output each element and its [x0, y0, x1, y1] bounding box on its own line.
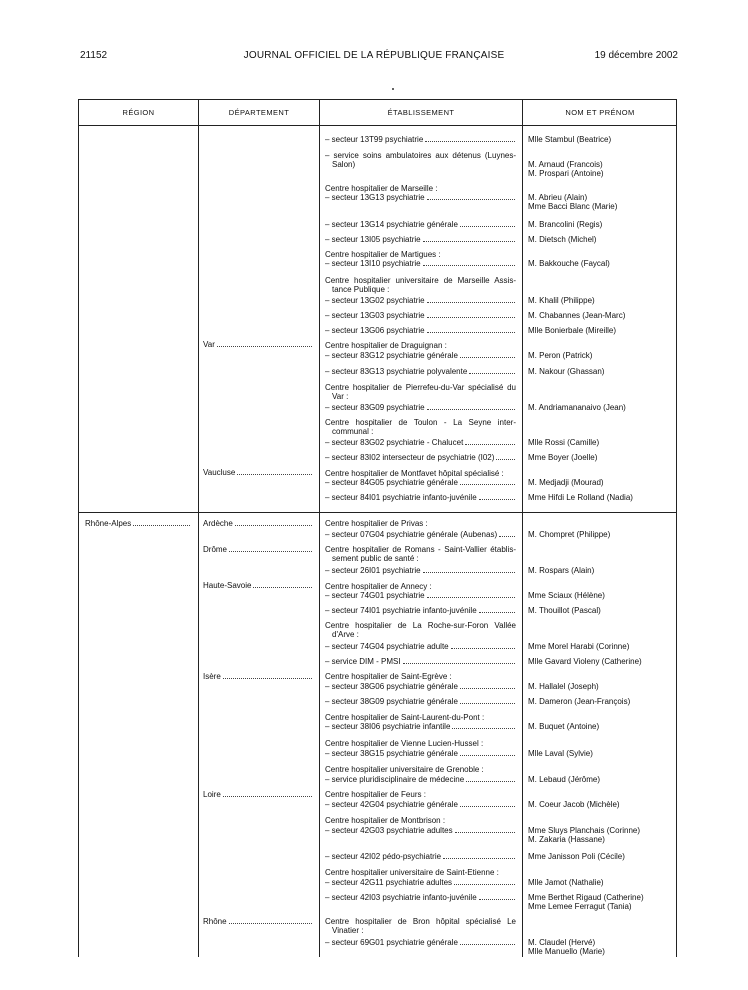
establishment-line: Salon) [332, 160, 356, 169]
establishment-line [325, 749, 516, 758]
person-name: Mme Janisson Poli (Cécile) [528, 852, 625, 861]
departement-name [203, 790, 313, 799]
establishment-line [325, 326, 516, 335]
person-name: M. Nakour (Ghassan) [528, 367, 605, 376]
dot-leader [235, 525, 312, 526]
dot-leader [460, 484, 515, 485]
dot-leader [217, 346, 312, 347]
column-divider [198, 100, 199, 957]
person-name: Mme Bacci Blanc (Marie) [528, 202, 618, 211]
establishment-line [325, 852, 516, 861]
establishment-line-text: – secteur 83I02 intersecteur de psychiatrie (I02) [325, 453, 495, 462]
dot-leader [427, 199, 515, 200]
publication-date: 19 décembre 2002 [594, 50, 678, 61]
person-name: Mme Hifdi Le Rolland (Nadia) [528, 493, 633, 502]
person-name: Mme Berthet Rigaud (Catherine) [528, 893, 644, 902]
person-name: Mlle Bonierbale (Mireille) [528, 326, 617, 335]
establishment-line-text: – secteur 38G09 psychiatrie générale [325, 697, 458, 706]
establishment-line-text: – service DIM - PMSI [325, 657, 401, 666]
establishment-line [325, 367, 516, 376]
establishment-line [325, 657, 516, 666]
establishment-line [325, 493, 516, 502]
establishment-line-text: – secteur 07G04 psychiatrie générale (Aubenas) [325, 530, 498, 539]
establishment-line-text: – secteur 69G01 psychiatrie générale [325, 938, 458, 947]
establishment-name: Centre hospitalier de Martigues : [325, 250, 441, 259]
establishment-line [325, 235, 516, 244]
person-name: M. Medjadji (Mourad) [528, 478, 604, 487]
person-name: M. Hallalel (Joseph) [528, 682, 599, 691]
dot-leader [423, 572, 515, 573]
establishment-line: Centre hospitalier de Romans - Saint-Vallier établis- [325, 545, 516, 554]
dot-leader [460, 703, 515, 704]
establishment-line-text: – secteur 83G09 psychiatrie [325, 403, 425, 412]
establishment-line-text: – secteur 13I10 psychiatrie [325, 259, 421, 268]
establishment-line-text: – secteur 13I05 psychiatrie [325, 235, 421, 244]
establishment-line [325, 259, 516, 268]
header-rule [79, 125, 676, 126]
establishment-line-text: – secteur 26I01 psychiatrie [325, 566, 421, 575]
person-name: M. Peron (Patrick) [528, 351, 593, 360]
establishment-name: Centre hospitalier de Marseille : [325, 184, 438, 193]
person-name: Mme Sciaux (Hélène) [528, 591, 605, 600]
establishment-line [325, 566, 516, 575]
establishment-line [325, 351, 516, 360]
column-header-departement: DÉPARTEMENT [228, 108, 290, 117]
dot-leader [454, 884, 515, 885]
establishment-name: Centre hospitalier de Montbrison : [325, 816, 446, 825]
establishment-line-text: – secteur 42G03 psychiatrie adultes [325, 826, 453, 835]
dot-leader [443, 858, 515, 859]
establishment-line-text: – secteur 84I01 psychiatrie infanto-juvénile [325, 493, 477, 502]
dot-leader [403, 663, 515, 664]
person-name: M. Thouillot (Pascal) [528, 606, 601, 615]
dot-leader [427, 597, 515, 598]
establishment-line-text: – secteur 13G03 psychiatrie [325, 311, 425, 320]
establishment-line-text: – secteur 38I06 psychiatrie infantile [325, 722, 451, 731]
establishment-line-text: – secteur 74G04 psychiatrie adulte [325, 642, 449, 651]
establishment-name: Centre hospitalier de Montfavet hôpital spécialisé : [325, 469, 504, 478]
establishment-line [325, 311, 516, 320]
establishment-name: Centre hospitalier de Draguignan : [325, 341, 447, 350]
establishment-line-text: – secteur 13T99 psychiatrie [325, 135, 424, 144]
region-name [85, 519, 191, 528]
dot-leader [466, 781, 515, 782]
departement-name [203, 340, 313, 349]
person-name: M. Andriamananaivo (Jean) [528, 403, 626, 412]
dot-leader [223, 796, 312, 797]
establishment-line [325, 530, 516, 539]
establishment-name: Centre hospitalier de Saint-Laurent-du-Pont : [325, 713, 485, 722]
establishment-line [325, 591, 516, 600]
establishment-line: Centre hospitalier de Pierrefeu-du-Var spécialisé du [325, 383, 516, 392]
establishment-line [325, 722, 516, 731]
departement-name [203, 545, 313, 554]
establishment-line [325, 193, 516, 202]
establishment-line: sement public de santé : [332, 554, 419, 563]
person-name: Mlle Manuello (Marie) [528, 947, 605, 956]
dot-leader [229, 551, 312, 552]
region-rule [79, 512, 676, 513]
departement-name [203, 581, 313, 590]
person-name: M. Bakkouche (Faycal) [528, 259, 610, 268]
person-name: Mlle Stambul (Beatrice) [528, 135, 612, 144]
person-name: Mlle Gavard Violeny (Catherine) [528, 657, 642, 666]
establishment-line: Centre hospitalier de La Roche-sur-Foron Vallée [325, 621, 516, 630]
establishment-line: Centre hospitalier de Toulon - La Seyne inter- [325, 418, 516, 427]
person-name: M. Lebaud (Jérôme) [528, 775, 601, 784]
dot-leader [460, 944, 515, 945]
establishment-line-text: – secteur 38G06 psychiatrie générale [325, 682, 458, 691]
departement-label: Var [203, 340, 215, 349]
person-name: M. Arnaud (Francois) [528, 160, 603, 169]
dot-leader [496, 459, 515, 460]
establishment-name: Centre hospitalier universitaire de Saint-Etienne : [325, 868, 499, 877]
establishment-line: Vinatier : [332, 926, 364, 935]
establishment-line [325, 682, 516, 691]
establishment-line: Centre hospitalier de Bron hôpital spécialisé Le [325, 917, 516, 926]
departement-label: Loire [203, 790, 221, 799]
establishment-line: Centre hospitalier universitaire de Marseille Assis- [325, 276, 516, 285]
dot-leader [133, 525, 190, 526]
person-name: M. Chabannes (Jean-Marc) [528, 311, 626, 320]
establishment-line [325, 606, 516, 615]
establishment-name: Centre hospitalier de Annecy : [325, 582, 432, 591]
establishment-line-text: – secteur 42G11 psychiatrie adultes [325, 878, 453, 887]
establishment-line [325, 478, 516, 487]
column-divider [522, 100, 523, 957]
dot-leader [425, 141, 515, 142]
establishment-name: Centre hospitalier de Privas : [325, 519, 428, 528]
column-header-nom: NOM ET PRÉNOM [565, 108, 635, 117]
dot-leader [427, 332, 515, 333]
departement-name [203, 672, 313, 681]
departement-name [203, 519, 313, 528]
dot-leader [423, 241, 515, 242]
dot-leader [237, 474, 312, 475]
establishment-line [325, 438, 516, 447]
region-label: Rhône-Alpes [85, 519, 132, 528]
person-name: Mlle Jamot (Nathalie) [528, 878, 604, 887]
person-name: M. Zakaria (Hassane) [528, 835, 605, 844]
person-name: M. Coeur Jacob (Michèle) [528, 800, 620, 809]
dot-leader [223, 678, 312, 679]
establishment-line [325, 403, 516, 412]
person-name: Mme Lemee Ferragut (Tania) [528, 902, 632, 911]
column-divider [319, 100, 320, 957]
establishment-line-text: – secteur 74G01 psychiatrie [325, 591, 425, 600]
dot-leader [455, 832, 515, 833]
establishment-line-text: – secteur 42I03 psychiatrie infanto-juvénile [325, 893, 477, 902]
dot-leader [465, 444, 515, 445]
establishment-line: Var : [332, 392, 349, 401]
departement-label: Vaucluse [203, 468, 236, 477]
establishment-name: Centre hospitalier universitaire de Grenoble : [325, 765, 484, 774]
establishment-line: tance Publique : [332, 285, 390, 294]
dot-leader [499, 536, 515, 537]
establishment-line: communal : [332, 427, 374, 436]
establishment-line-text: – secteur 13G13 psychiatrie [325, 193, 425, 202]
person-name: M. Prospari (Antoine) [528, 169, 604, 178]
person-name: Mme Sluys Planchais (Corinne) [528, 826, 641, 835]
dot-leader [427, 409, 515, 410]
establishment-name: Centre hospitalier de Saint-Egrève : [325, 672, 452, 681]
person-name: M. Chompret (Philippe) [528, 530, 611, 539]
establishment-line-text: – secteur 83G13 psychiatrie polyvalente [325, 367, 468, 376]
departement-label: Ardèche [203, 519, 233, 528]
establishment-line [325, 775, 516, 784]
establishment-name: Centre hospitalier de Vienne Lucien-Hussel : [325, 739, 484, 748]
dot-leader [460, 806, 515, 807]
dot-leader [460, 357, 515, 358]
dot-leader [460, 755, 515, 756]
person-name: M. Dameron (Jean-François) [528, 697, 631, 706]
departement-name [203, 468, 313, 477]
establishment-line: d'Arve : [332, 630, 359, 639]
establishment-line-text: – secteur 42G04 psychiatrie générale [325, 800, 458, 809]
dot-leader [253, 587, 312, 588]
establishment-line [325, 697, 516, 706]
establishment-line [325, 135, 516, 144]
departement-label: Haute-Savoie [203, 581, 252, 590]
dot-leader [229, 923, 312, 924]
person-name: M. Khalil (Philippe) [528, 296, 595, 305]
dot-leader [460, 226, 515, 227]
departement-label: Isère [203, 672, 221, 681]
establishment-line-text: – secteur 42I02 pédo-psychiatrie [325, 852, 442, 861]
establishment-line-text: – secteur 74I01 psychiatrie infanto-juvénile [325, 606, 477, 615]
person-name: M. Rospars (Alain) [528, 566, 595, 575]
departement-label: Drôme [203, 545, 228, 554]
dot-leader [469, 373, 515, 374]
establishment-line: – service soins ambulatoires aux détenus (Luynes- [325, 151, 516, 160]
establishment-line [325, 220, 516, 229]
dot-leader [427, 317, 515, 318]
establishment-line [325, 642, 516, 651]
establishment-line [325, 826, 516, 835]
establishment-line [325, 878, 516, 887]
dot-leader [451, 648, 515, 649]
page-number: 21152 [80, 50, 108, 61]
person-name: Mme Boyer (Joelle) [528, 453, 598, 462]
establishment-line [325, 800, 516, 809]
person-name: M. Claudel (Hervé) [528, 938, 596, 947]
dot-leader [479, 499, 515, 500]
person-name: M. Brancolini (Regis) [528, 220, 603, 229]
column-header-region: RÉGION [122, 108, 155, 117]
establishment-line-text: – secteur 13G02 psychiatrie [325, 296, 425, 305]
dot-leader [423, 265, 515, 266]
dot-leader [479, 899, 515, 900]
establishment-line-text: – secteur 83G02 psychiatrie - Chalucet [325, 438, 464, 447]
person-name: M. Abrieu (Alain) [528, 193, 588, 202]
departement-name [203, 917, 313, 926]
establishment-line-text: – secteur 13G14 psychiatrie générale [325, 220, 458, 229]
dot-leader [479, 612, 515, 613]
dot-leader [452, 728, 515, 729]
dot-leader [427, 302, 515, 303]
establishment-line-text: – secteur 38G15 psychiatrie générale [325, 749, 458, 758]
person-name: M. Dietsch (Michel) [528, 235, 597, 244]
establishment-line [325, 453, 516, 462]
establishment-name: Centre hospitalier de Feurs : [325, 790, 426, 799]
establishment-line [325, 893, 516, 902]
person-name: Mlle Rossi (Camille) [528, 438, 600, 447]
establishment-line-text: – secteur 83G12 psychiatrie générale [325, 351, 458, 360]
dot-leader [460, 688, 515, 689]
establishment-line-text: – service pluridisciplinaire de médecine [325, 775, 465, 784]
person-name: M. Buquet (Antoine) [528, 722, 600, 731]
establishment-line [325, 938, 516, 947]
establishment-line-text: – secteur 84G05 psychiatrie générale [325, 478, 458, 487]
establishment-line [325, 296, 516, 305]
establishment-line-text: – secteur 13G06 psychiatrie [325, 326, 425, 335]
person-name: Mlle Laval (Sylvie) [528, 749, 593, 758]
person-name: Mme Morel Harabi (Corinne) [528, 642, 630, 651]
column-header-etablissement: ÉTABLISSEMENT [387, 108, 455, 117]
stray-dot [392, 88, 394, 90]
journal-title: JOURNAL OFFICIEL DE LA RÉPUBLIQUE FRANÇAISE [243, 50, 505, 61]
departement-label: Rhône [203, 917, 227, 926]
